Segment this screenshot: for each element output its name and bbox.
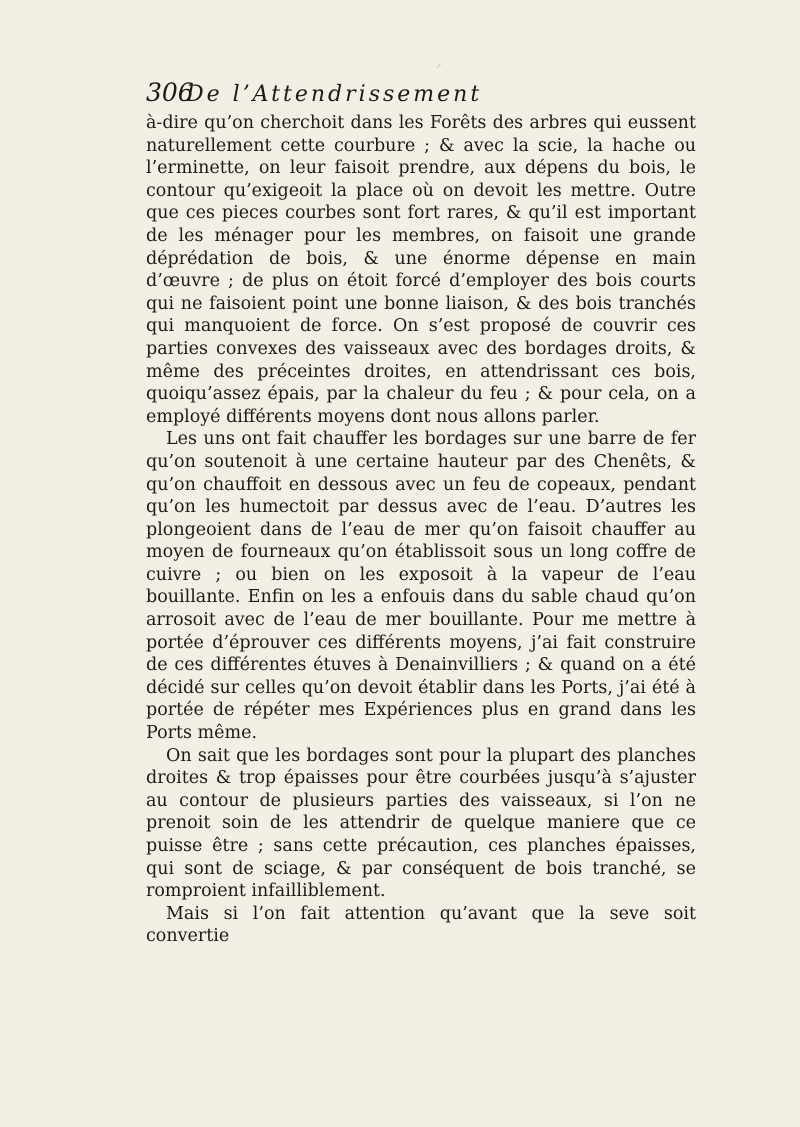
page-number: 306: [146, 78, 194, 107]
book-page: [146, 78, 696, 948]
paragraph-3: On sait que les bordages sont pour la plupart des planches droites & trop épaisses pour être courbées jusqu’à s’ajuster au contour de plusieurs parties des vaisseaux, si l’on ne prenoit soin de les attendrir de quelque maniere que ce puisse être ; sans cette précaution, ces planches épaisses, qui sont de sciage, & par conséquent de bois tranché, se romproient infailliblement.: [146, 745, 696, 902]
paragraph-2: Les uns ont fait chauffer les bordages sur une barre de fer qu’on soutenoit à une certaine hauteur par des Chenêts, & qu’on chauffoit en dessous avec un feu de copeaux, pendant qu’on les humectoit par dessus avec de l’eau. D’autres les plongeoient dans de l’eau de mer qu’on faisoit chauffer au moyen de fourneaux qu’on établissoit sous un long coffre de cuivre ; ou bien on les exposoit à la vapeur de l’eau bouillante. Enfin on les a enfouis dans du sable chaud qu’on arrosoit avec de l’eau de mer bouillante. Pour me mettre à portée d’éprouver ces différents moyens, j’ai fait construire de ces différentes étuves à Denainvilliers ; & quand on a été décidé sur celles qu’on devoit établir dans les Ports, j’ai été à portée de répéter mes Expériences plus en grand dans les Ports même.: [146, 429, 696, 744]
body-text: [146, 112, 696, 948]
paragraph-4: Mais si l’on fait attention qu’avant que la seve soit convertie: [146, 903, 696, 947]
ink-mark: ⸝: [436, 57, 442, 70]
running-head: De l’Attendrissement: [186, 82, 483, 107]
page-header: [146, 78, 696, 112]
paragraph-1: à-dire qu’on cherchoit dans les Forêts des arbres qui eussent naturellement cette courbure ; & avec la scie, la hache ou l’erminette, on leur faisoit prendre, aux dépens du bois, le contour qu’exigeoit la place où on devoit les mettre. Outre que ces pieces courbes sont fort rares, & qu’il est important de les ménager pour les membres, on faisoit une grande déprédation de bois, & une énorme dépense en main d’œuvre ; de plus on étoit forcé d’employer des bois courts qui ne faisoient point une bonne liaison, & des bois tranchés qui manquoient de force. On s’est proposé de couvrir ces parties convexes des vaisseaux avec des bordages droits, & même des préceintes droites, en attendrissant ces bois, quoiqu’assez épais, par la chaleur du feu ; & pour cela, on a employé différents moyens dont nous allons parler.: [146, 113, 696, 427]
